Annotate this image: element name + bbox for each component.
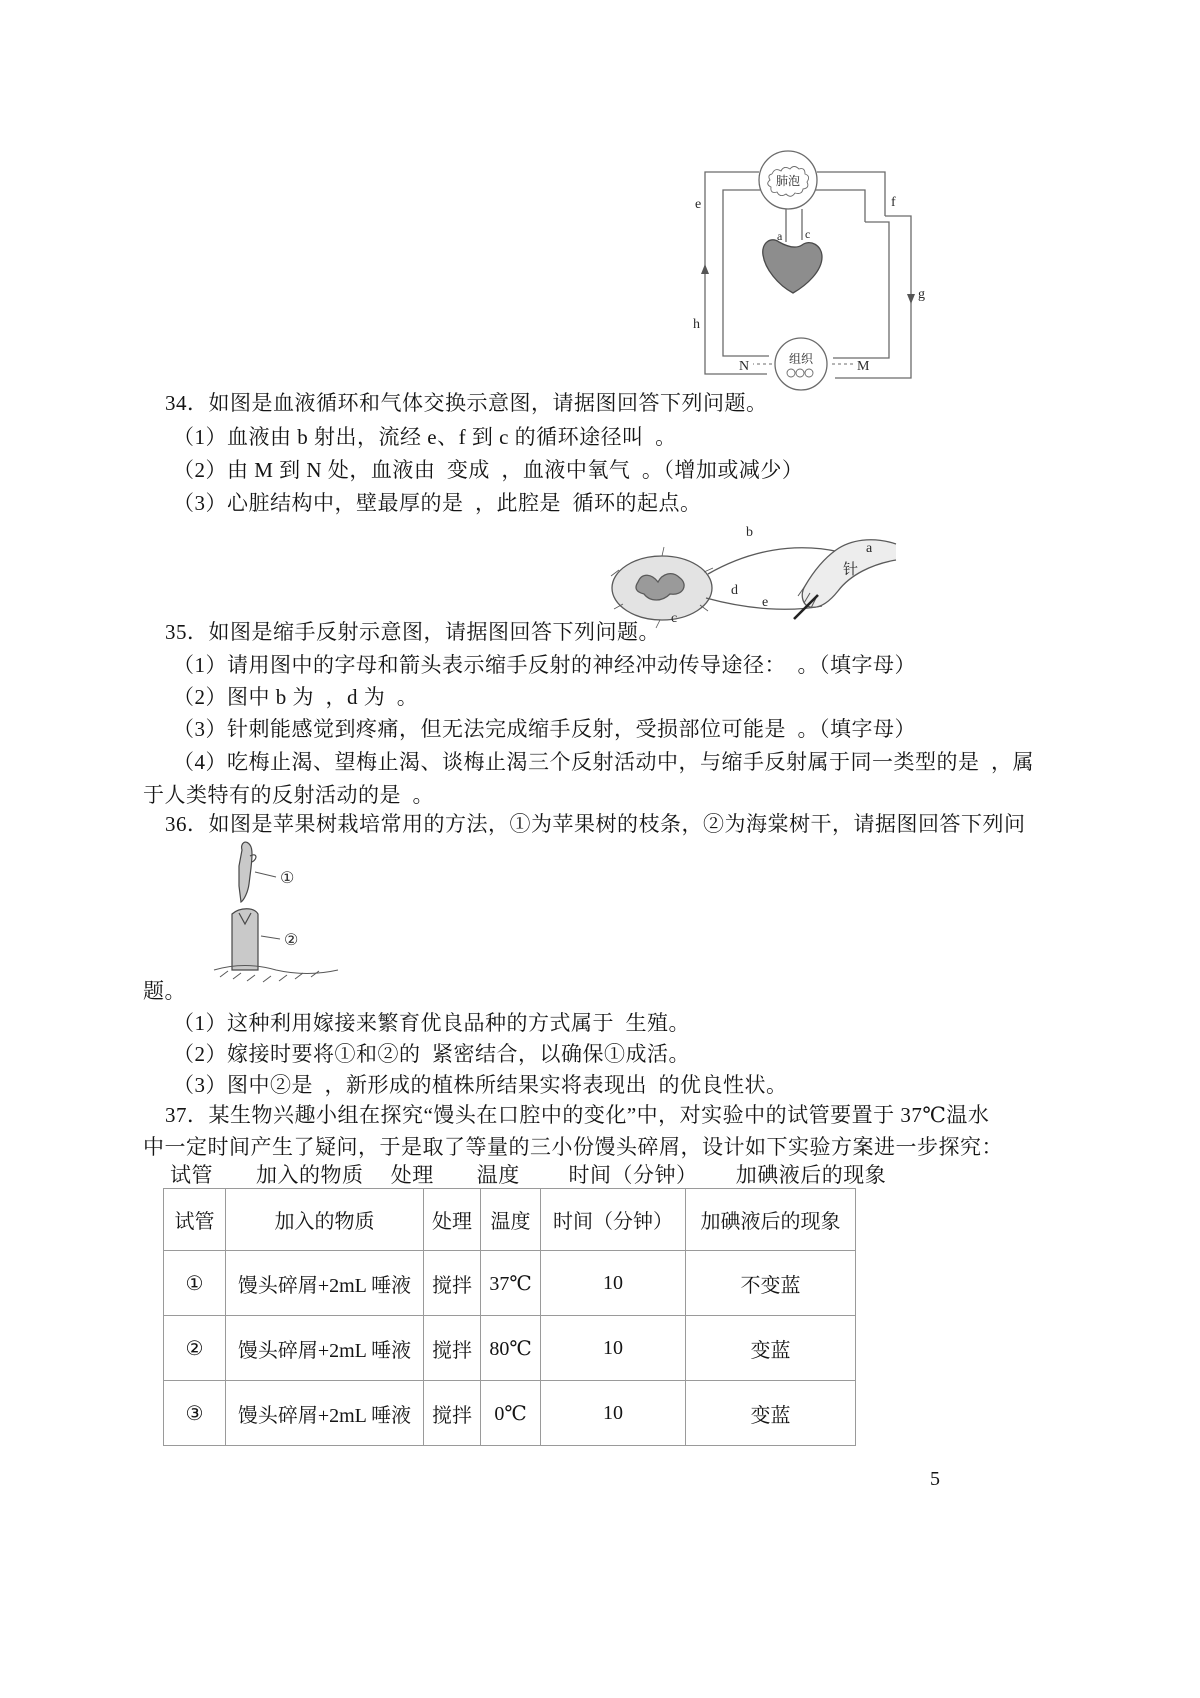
experiment-table <box>163 1188 856 1446</box>
circ-label-m: M <box>857 359 870 374</box>
graft-diagram <box>212 836 342 994</box>
circ-label-n: N <box>739 359 750 374</box>
tissue-label: 组织 <box>788 352 814 366</box>
header-treatment: 处理 <box>424 1189 481 1251</box>
table-cell: 不变蓝 <box>686 1251 856 1316</box>
table-cell: 变蓝 <box>686 1316 856 1381</box>
reflex-label-e: e <box>762 595 769 610</box>
q35-item-2: （2）图中 b 为 ，d 为 。 <box>173 685 419 709</box>
q35-item-4-line-2: 于人类特有的反射活动的是 。 <box>143 783 434 807</box>
table-cell: 80℃ <box>481 1316 541 1381</box>
graft-label-scion: ① <box>280 870 295 887</box>
page-number: 5 <box>930 1468 940 1490</box>
q36-title-continued: 题。 <box>143 979 186 1003</box>
table-cell: 搅拌 <box>424 1251 481 1316</box>
table-row <box>164 1316 856 1381</box>
header-tube: 试管 <box>164 1189 226 1251</box>
q36-item-3: （3）图中②是 ，新形成的植株所结果实将表现出 的优良性状。 <box>173 1073 788 1097</box>
table-cell: 搅拌 <box>424 1316 481 1381</box>
reflex-label-c: c <box>671 611 678 626</box>
reflex-label-a: a <box>866 541 873 556</box>
q37-pre-table-headers: 试管 加入的物质 处理 温度 时间（分钟） 加碘液后的现象 <box>170 1163 887 1187</box>
table-cell: ② <box>164 1316 226 1381</box>
reflex-label-d: d <box>731 583 738 598</box>
circ-label-g: g <box>918 287 925 302</box>
table-cell: 变蓝 <box>686 1381 856 1446</box>
table-cell: ③ <box>164 1381 226 1446</box>
table-cell: 37℃ <box>481 1251 541 1316</box>
graft-label-stock: ② <box>284 932 299 949</box>
q36-item-1: （1）这种利用嫁接来繁育优良品种的方式属于 生殖。 <box>173 1011 690 1035</box>
table-row <box>164 1251 856 1316</box>
q35-item-1: （1）请用图中的字母和箭头表示缩手反射的神经冲动传导途径： 。（填字母） <box>173 653 916 677</box>
reflex-label-b: b <box>746 525 753 540</box>
q34-item-3: （3）心脏结构中，壁最厚的是 ，此腔是 循环的起点。 <box>173 491 702 515</box>
header-time: 时间（分钟） <box>541 1189 686 1251</box>
table-cell: 10 <box>541 1381 686 1446</box>
circulation-diagram <box>693 146 943 404</box>
table-cell: 馒头碎屑+2mL 唾液 <box>226 1381 424 1446</box>
header-temperature: 温度 <box>481 1189 541 1251</box>
q35-item-3: （3）针刺能感觉到疼痛，但无法完成缩手反射，受损部位可能是 。（填字母） <box>173 717 916 741</box>
circ-label-e: e <box>695 197 702 212</box>
q34-title: 34．如图是血液循环和气体交换示意图，请据图回答下列问题。 <box>165 391 768 415</box>
circ-label-a: a <box>777 229 783 243</box>
table-cell: 10 <box>541 1316 686 1381</box>
header-result: 加碘液后的现象 <box>686 1189 856 1251</box>
q34-item-2: （2）由 M 到 N 处，血液由 变成 ，血液中氧气 。（增加或减少） <box>173 458 804 482</box>
needle-label: 针 <box>843 562 859 578</box>
table-cell: 搅拌 <box>424 1381 481 1446</box>
table-cell: 0℃ <box>481 1381 541 1446</box>
graft-diagram-svg <box>212 836 342 994</box>
q37-line-1: 37．某生物兴趣小组在探究“馒头在口腔中的变化”中，对实验中的试管要置于 37℃温水 <box>165 1103 990 1127</box>
table-header-row <box>164 1189 856 1251</box>
table-cell: 馒头碎屑+2mL 唾液 <box>226 1251 424 1316</box>
q34-item-1: （1）血液由 b 射出，流经 e、f 到 c 的循环途径叫 。 <box>173 425 677 449</box>
alveoli-label: 肺泡 <box>775 174 801 188</box>
table-cell: 10 <box>541 1251 686 1316</box>
q36-item-2: （2）嫁接时要将①和②的 紧密结合，以确保①成活。 <box>173 1042 690 1066</box>
q35-item-4-line-1: （4）吃梅止渴、望梅止渴、谈梅止渴三个反射活动中，与缩手反射属于同一类型的是 ，属 <box>173 750 1034 774</box>
circ-label-h: h <box>693 317 700 332</box>
circ-label-f: f <box>891 195 896 210</box>
circ-label-c: c <box>805 227 811 241</box>
header-substance: 加入的物质 <box>226 1189 424 1251</box>
circulation-diagram-svg <box>693 146 943 404</box>
table-cell: ① <box>164 1251 226 1316</box>
q37-line-2: 中一定时间产生了疑问，于是取了等量的三小份馒头碎屑，设计如下实验方案进一步探究： <box>143 1135 1003 1159</box>
table-cell: 馒头碎屑+2mL 唾液 <box>226 1316 424 1381</box>
table-row <box>164 1381 856 1446</box>
q35-title: 35．如图是缩手反射示意图，请据图回答下列问题。 <box>165 620 660 644</box>
q36-title: 36．如图是苹果树栽培常用的方法，①为苹果树的枝条，②为海棠树干，请据图回答下列问 <box>165 812 1026 836</box>
